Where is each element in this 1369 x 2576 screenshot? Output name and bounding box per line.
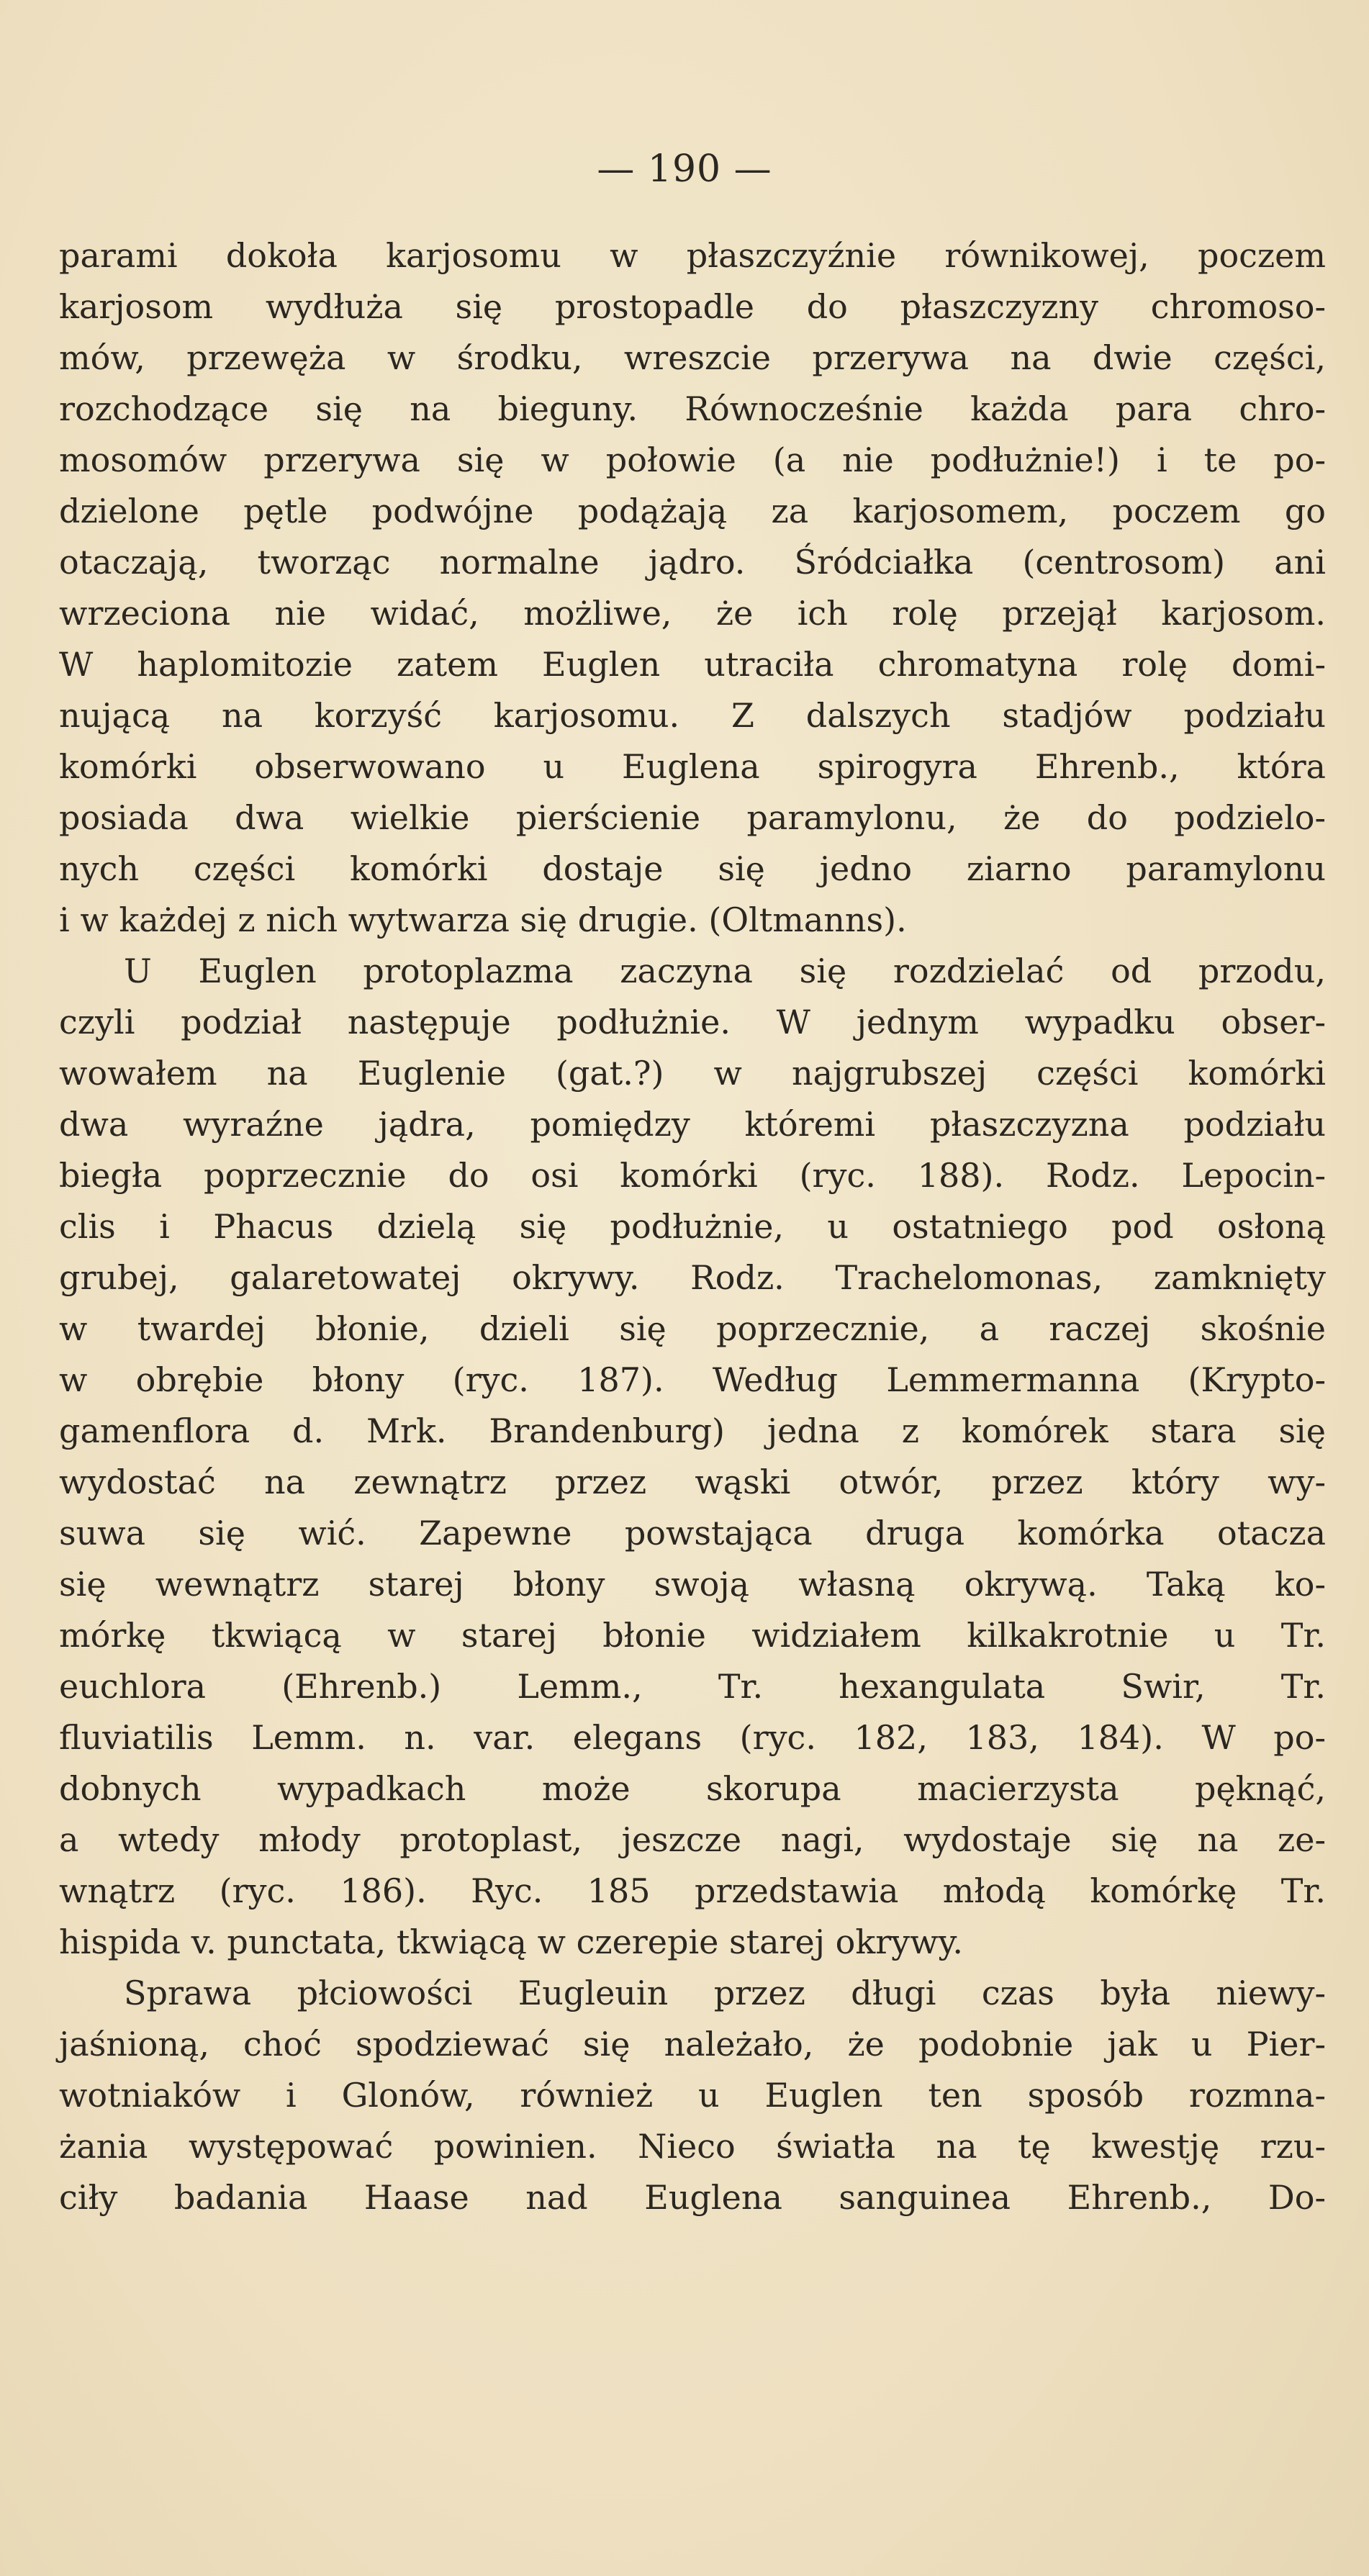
- text-line: posiada dwa wielkie pierścienie paramylonu, że do podzielo-: [59, 798, 1326, 837]
- text-line: grubej, galaretowatej okrywy. Rodz. Trachelomonas, zamknięty: [59, 1258, 1326, 1297]
- text-line: wrzeciona nie widać, możliwe, że ich rolę przejął karjosom.: [59, 594, 1326, 633]
- text-line: otaczają, tworząc normalne jądro. Śródciałka (centrosom) ani: [59, 543, 1326, 582]
- text-line: i w każdej z nich wytwarza się drugie. (Oltmanns).: [59, 900, 907, 939]
- text-line: mosomów przerywa się w połowie (a nie podłużnie!) i te po-: [59, 440, 1326, 479]
- text-line: komórki obserwowano u Euglena spirogyra Ehrenb., która: [59, 747, 1326, 786]
- text-line: rozchodzące się na bieguny. Równocześnie każda para chro-: [59, 389, 1326, 428]
- body-text: [59, 230, 1326, 2223]
- text-line: w twardej błonie, dzieli się poprzecznie, a raczej skośnie: [59, 1309, 1326, 1348]
- text-line: mów, przewęża w środku, wreszcie przerywa na dwie części,: [59, 338, 1326, 377]
- text-line: wnątrz (ryc. 186). Ryc. 185 przedstawia młodą komórkę Tr.: [59, 1871, 1326, 1910]
- text-line: żania występować powinien. Nieco światła na tę kwestję rzu-: [59, 2127, 1326, 2166]
- text-line: wotniaków i Glonów, również u Euglen ten sposób rozmna-: [59, 2076, 1326, 2115]
- text-line: gamenflora d. Mrk. Brandenburg) jedna z komórek stara się: [59, 1411, 1326, 1450]
- text-line: w obrębie błony (ryc. 187). Według Lemmermanna (Krypto-: [59, 1360, 1326, 1399]
- text-line: dwa wyraźne jądra, pomiędzy któremi płaszczyzna podziału: [59, 1105, 1326, 1144]
- text-line: hispida v. punctata, tkwiącą w czerepie starej okrywy.: [59, 1922, 964, 1961]
- text-line: wydostać na zewnątrz przez wąski otwór, przez który wy-: [59, 1463, 1326, 1501]
- text-line: nującą na korzyść karjosomu. Z dalszych stadjów podziału: [59, 696, 1326, 735]
- text-line: karjosom wydłuża się prostopadle do płaszczyzny chromoso-: [59, 287, 1326, 326]
- text-line: mórkę tkwiącą w starej błonie widziałem kilkakrotnie u Tr.: [59, 1616, 1326, 1655]
- text-line: dzielone pętle podwójne podążają za karjosomem, poczem go: [59, 492, 1326, 530]
- text-line: fluviatilis Lemm. n. var. elegans (ryc. 182, 183, 184). W po-: [59, 1718, 1326, 1757]
- text-line: jaśnioną, choć spodziewać się należało, że podobnie jak u Pier-: [59, 2025, 1326, 2064]
- text-line: wowałem na Euglenie (gat.?) w najgrubszej części komórki: [59, 1054, 1326, 1093]
- text-line: ciły badania Haase nad Euglena sanguinea Ehrenb., Do-: [59, 2178, 1326, 2217]
- text-line: nych części komórki dostaje się jedno ziarno paramylonu: [59, 849, 1326, 888]
- text-line: U Euglen protoplazma zaczyna się rozdzielać od przodu,: [124, 952, 1326, 990]
- text-line: euchlora (Ehrenb.) Lemm., Tr. hexangulata Swir, Tr.: [59, 1667, 1326, 1706]
- text-line: dobnych wypadkach może skorupa macierzysta pęknąć,: [59, 1769, 1326, 1808]
- text-line: suwa się wić. Zapewne powstająca druga komórka otacza: [59, 1514, 1326, 1553]
- text-line: a wtedy młody protoplast, jeszcze nagi, wydostaje się na ze-: [59, 1820, 1326, 1859]
- page-number: — 190 —: [597, 148, 772, 191]
- text-line: W haplomitozie zatem Euglen utraciła chromatyna rolę domi-: [59, 645, 1326, 684]
- text-line: clis i Phacus dzielą się podłużnie, u ostatniego pod osłoną: [59, 1207, 1326, 1246]
- text-line: się wewnątrz starej błony swoją własną okrywą. Taką ko-: [59, 1565, 1326, 1604]
- text-line: parami dokoła karjosomu w płaszczyźnie równikowej, poczem: [59, 236, 1326, 275]
- text-line: czyli podział następuje podłużnie. W jednym wypadku obser-: [59, 1003, 1326, 1041]
- text-line: biegła poprzecznie do osi komórki (ryc. 188). Rodz. Lepocin-: [59, 1156, 1326, 1195]
- text-line: Sprawa płciowości Eugleuin przez długi czas była niewy-: [124, 1974, 1326, 2012]
